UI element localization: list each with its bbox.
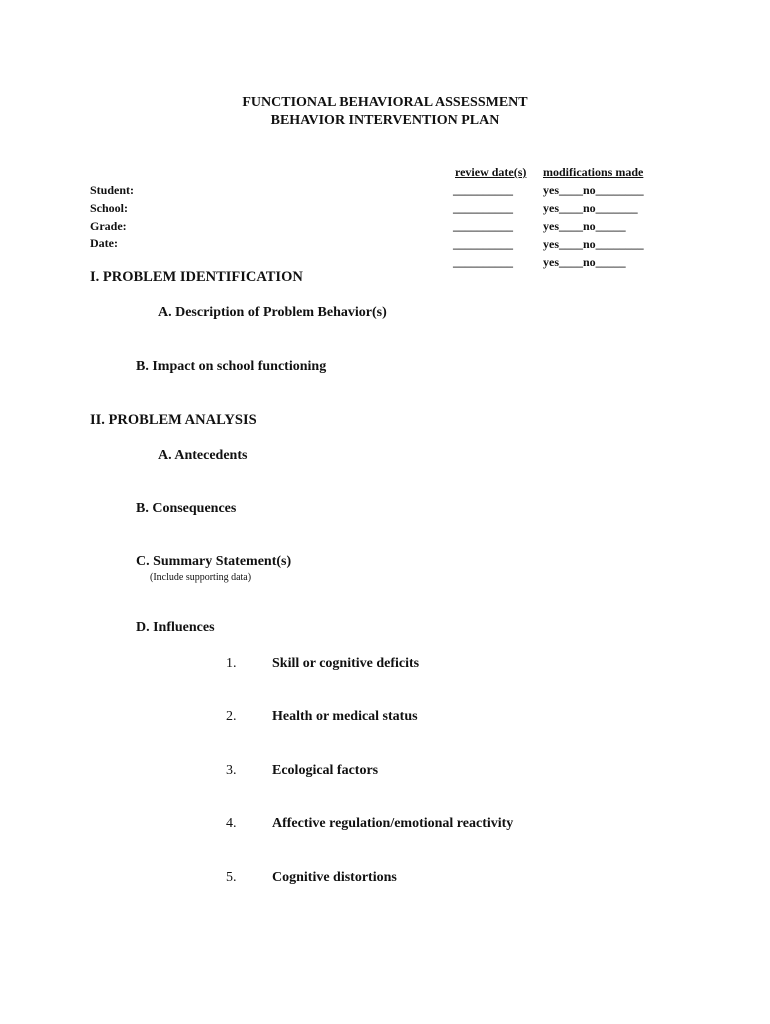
review-date-blank: __________	[453, 255, 513, 269]
influence-ecological-factors: Ecological factors	[272, 763, 379, 778]
influence-skill-cognitive-deficits: Skill or cognitive deficits	[272, 656, 420, 671]
document-title-line2: BEHAVIOR INTERVENTION PLAN	[270, 113, 500, 128]
modification-yes-no: yes____no________	[543, 183, 644, 197]
summary-statements-note: (Include supporting data)	[150, 572, 252, 583]
influence-number: 4.	[226, 816, 237, 831]
influence-cognitive-distortions: Cognitive distortions	[272, 870, 397, 885]
section-problem-analysis-heading: II. PROBLEM ANALYSIS	[90, 412, 257, 428]
influence-number: 2.	[226, 709, 237, 724]
school-field-label: School:	[90, 201, 129, 215]
review-dates-header: review date(s)	[455, 165, 527, 179]
date-field-label: Date:	[90, 236, 118, 250]
modification-yes-no: yes____no_____	[543, 219, 626, 233]
review-date-blank: __________	[453, 201, 513, 215]
influences-heading: D. Influences	[136, 620, 215, 635]
modifications-made-header: modifications made	[543, 165, 644, 179]
influence-number: 3.	[226, 763, 237, 778]
impact-on-school-functioning-heading: B. Impact on school functioning	[136, 359, 327, 374]
modification-yes-no: yes____no_____	[543, 255, 626, 269]
influence-affective-regulation: Affective regulation/emotional reactivity	[272, 816, 514, 831]
modification-yes-no: yes____no_______	[543, 201, 638, 215]
description-of-problem-behavior-heading: A. Description of Problem Behavior(s)	[158, 305, 387, 320]
review-date-blank: __________	[453, 237, 513, 251]
document-title-line1: FUNCTIONAL BEHAVIORAL ASSESSMENT	[242, 95, 528, 110]
consequences-heading: B. Consequences	[136, 501, 237, 516]
influence-health-medical-status: Health or medical status	[272, 709, 418, 724]
review-date-blank: __________	[453, 219, 513, 233]
section-problem-identification-heading: I. PROBLEM IDENTIFICATION	[90, 269, 303, 285]
summary-statements-heading: C. Summary Statement(s)	[136, 554, 292, 569]
influence-number: 5.	[226, 870, 237, 885]
grade-field-label: Grade:	[90, 219, 127, 233]
student-field-label: Student:	[90, 183, 135, 197]
influence-number: 1.	[226, 656, 237, 671]
modification-yes-no: yes____no________	[543, 237, 644, 251]
antecedents-heading: A. Antecedents	[158, 448, 248, 463]
review-date-blank: __________	[453, 183, 513, 197]
